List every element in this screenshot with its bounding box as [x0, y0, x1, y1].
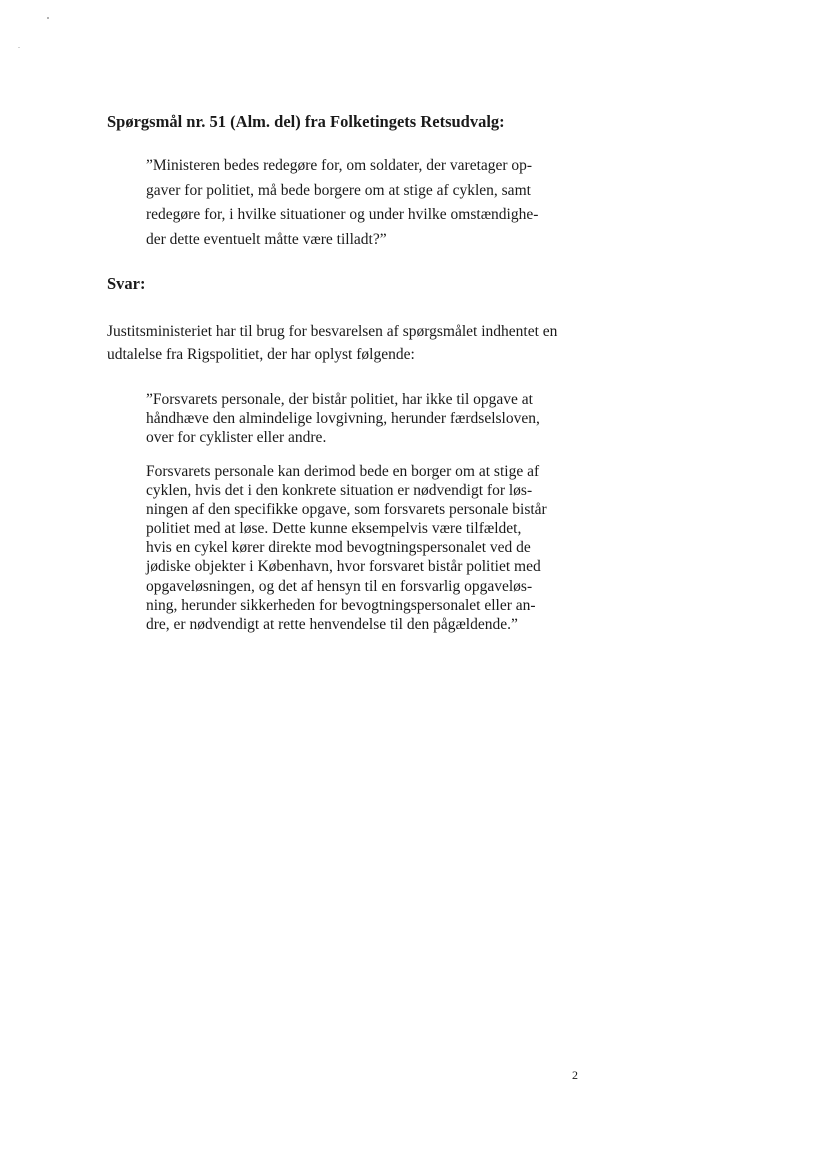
- statement-paragraph-2: [146, 462, 566, 634]
- question-heading: Spørgsmål nr. 51 (Alm. del) fra Folketingets Retsudvalg:: [107, 112, 505, 131]
- answer-intro: [107, 321, 557, 366]
- question-line: ”Ministeren bedes redegøre for, om soldater, der varetager op-: [146, 157, 533, 174]
- statement-line: dre, er nødvendigt at rette henvendelse til den pågældende.”: [146, 615, 518, 633]
- statement-line: Forsvarets personale kan derimod bede en borger om at stige af: [146, 463, 540, 480]
- page-number: 2: [572, 1068, 578, 1082]
- question-line: gaver for politiet, må bede borgere om at stige af cyklen, samt: [146, 181, 531, 199]
- statement-line: hvis en cykel kører direkte mod bevogtningspersonalet ved de: [146, 539, 531, 557]
- statement-line: håndhæve den almindelige lovgivning, herunder færdselsloven,: [146, 410, 540, 428]
- statement-line: ”Forsvarets personale, der bistår politiet, har ikke til opgave at: [146, 391, 533, 408]
- statement-line: over for cyklister eller andre.: [146, 429, 327, 447]
- statement-line: jødiske objekter i København, hvor forsvaret bistår politiet med: [146, 558, 541, 576]
- scan-speck: [47, 17, 49, 19]
- question-line: redegøre for, i hvilke situationer og under hvilke omstændighe-: [146, 206, 539, 223]
- statement-line: cyklen, hvis det i den konkrete situation er nødvendigt for løs-: [146, 482, 533, 500]
- question-line: der dette eventuelt måtte være tilladt?”: [146, 230, 387, 248]
- answer-heading: Svar:: [107, 274, 146, 293]
- scan-speck: [18, 47, 20, 48]
- statement-line: ning, herunder sikkerheden for bevogtningspersonalet eller an-: [146, 596, 536, 614]
- statement-line: ningen af den specifikke opgave, som forsvarets personale bistår: [146, 501, 547, 519]
- statement-paragraph-1: [146, 390, 566, 448]
- answer-intro-line: Justitsministeriet har til brug for besvarelsen af spørgsmålet indhentet en: [107, 323, 558, 340]
- statement-line: politiet med at løse. Dette kunne eksempelvis være tilfældet,: [146, 520, 522, 538]
- question-quote: [146, 154, 566, 252]
- answer-intro-line: udtalelse fra Rigspolitiet, der har oplyst følgende:: [107, 345, 415, 363]
- statement-line: opgaveløsningen, og det af hensyn til en forsvarlig opgaveløs-: [146, 577, 533, 595]
